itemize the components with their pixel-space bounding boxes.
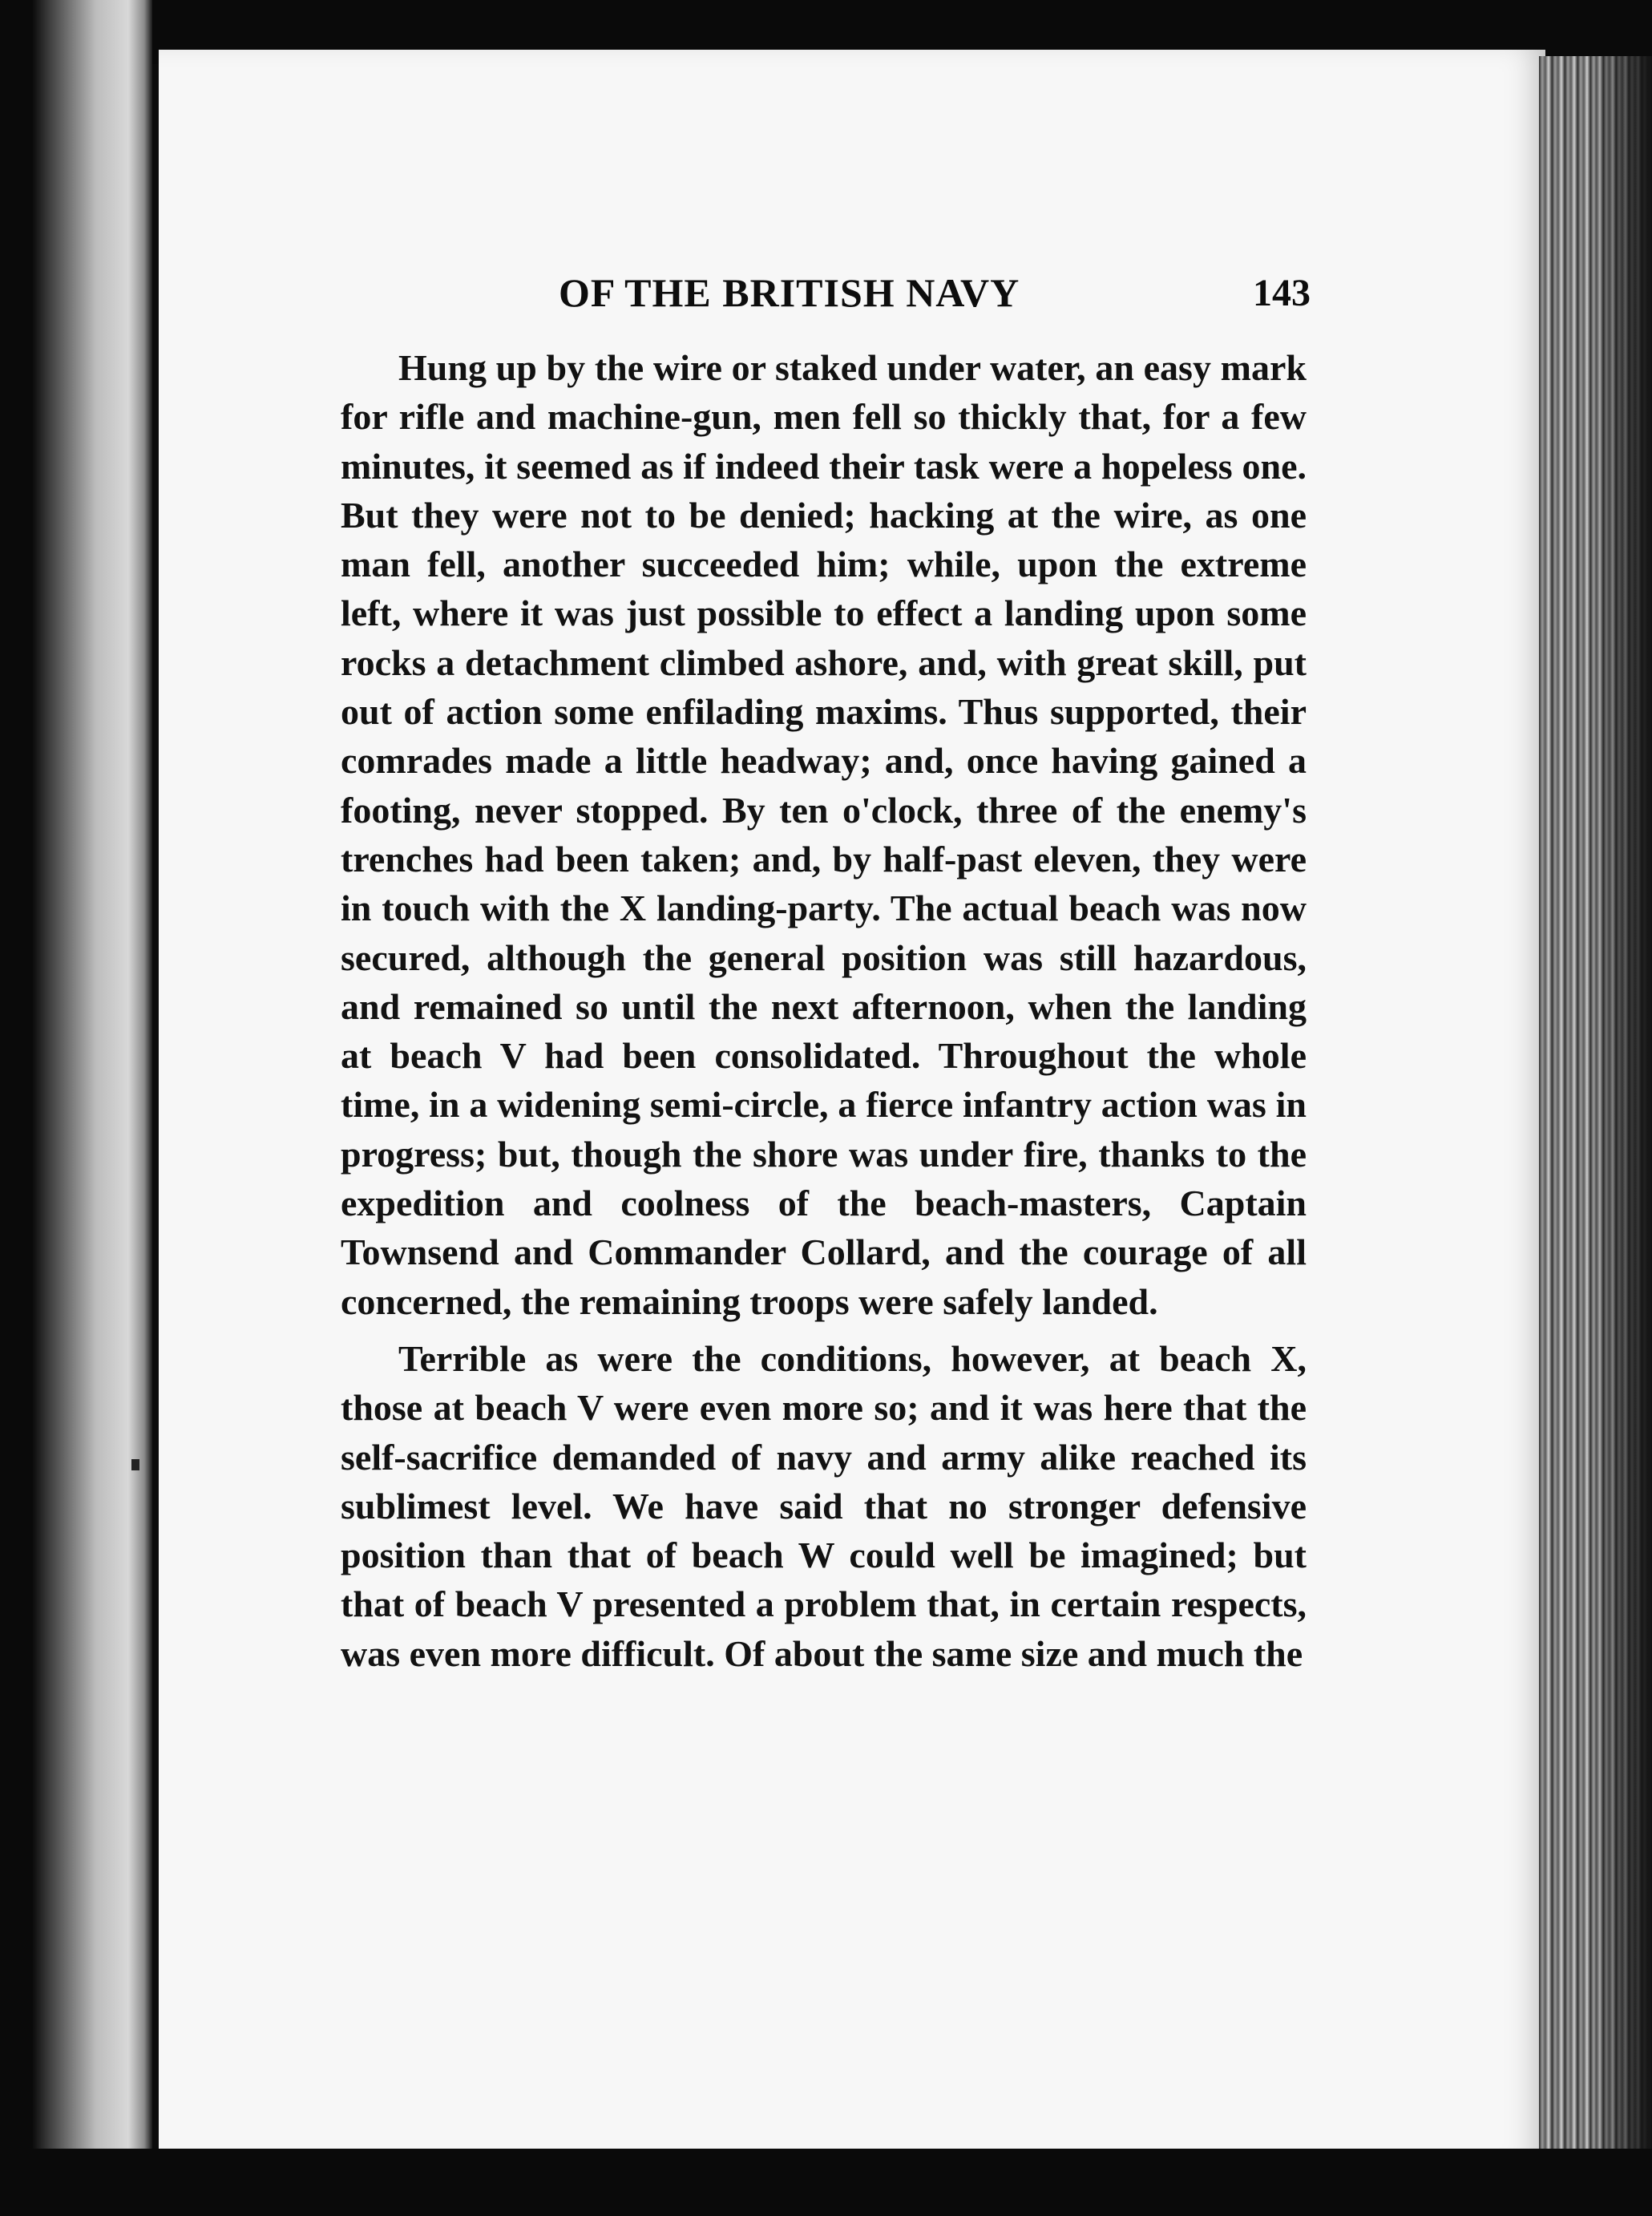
running-head-title: OF THE BRITISH NAVY xyxy=(559,270,1020,315)
page-number: 143 xyxy=(1253,272,1311,314)
running-head xyxy=(341,269,1311,326)
paragraph-1: Hung up by the wire or staked under water, an easy mark for rifle and machine-gun, men fell so thickly that, for a few minutes, it seemed as if indeed their task were a hopeless one. But they were not to be denied; hacking at the wire, as one man fell, another succeeded him; while, upon the extreme left, where it was just possible to effect a landing upon some rocks a detachment climbed ashore, and, with great skill, put out of action some enfilading maxims. Thus supported, their comrades made a little headway; and, once having gained a footing, never stopped. By ten o'clock, three of the enemy's trenches had been taken; and, by half-past eleven, they were in touch with the X landing-party. The actual beach was now secured, although the general position was still hazardous, and remained so until the next afternoon, when the landing at beach V had been consolidated. Throughout the whole time, in a widening semi-circle, a fierce infantry action was in progress; but, though the shore was under fire, thanks to the expedition and coolness of the beach-masters, Captain Townsend and Commander Collard, and the courage of all concerned, the remaining troops were safely landed. xyxy=(341,347,1307,1322)
facing-page-gutter xyxy=(0,0,152,2216)
binding-shadow xyxy=(1595,56,1652,2157)
body-text xyxy=(341,343,1307,1678)
paragraph-2: Terrible as were the conditions, however, at beach X, those at beach V were even more so; and it was here that the self-sacrifice demanded of navy and army alike reached its sublimest level. We have said that no stronger defensive position than that of beach W could well be imagined; but that of beach V presented a problem that, in certain respects, was even more difficult. Of about the same size and much the xyxy=(341,1337,1307,1674)
scan-bottom-border xyxy=(0,2149,1652,2216)
margin-speck xyxy=(131,1459,139,1470)
